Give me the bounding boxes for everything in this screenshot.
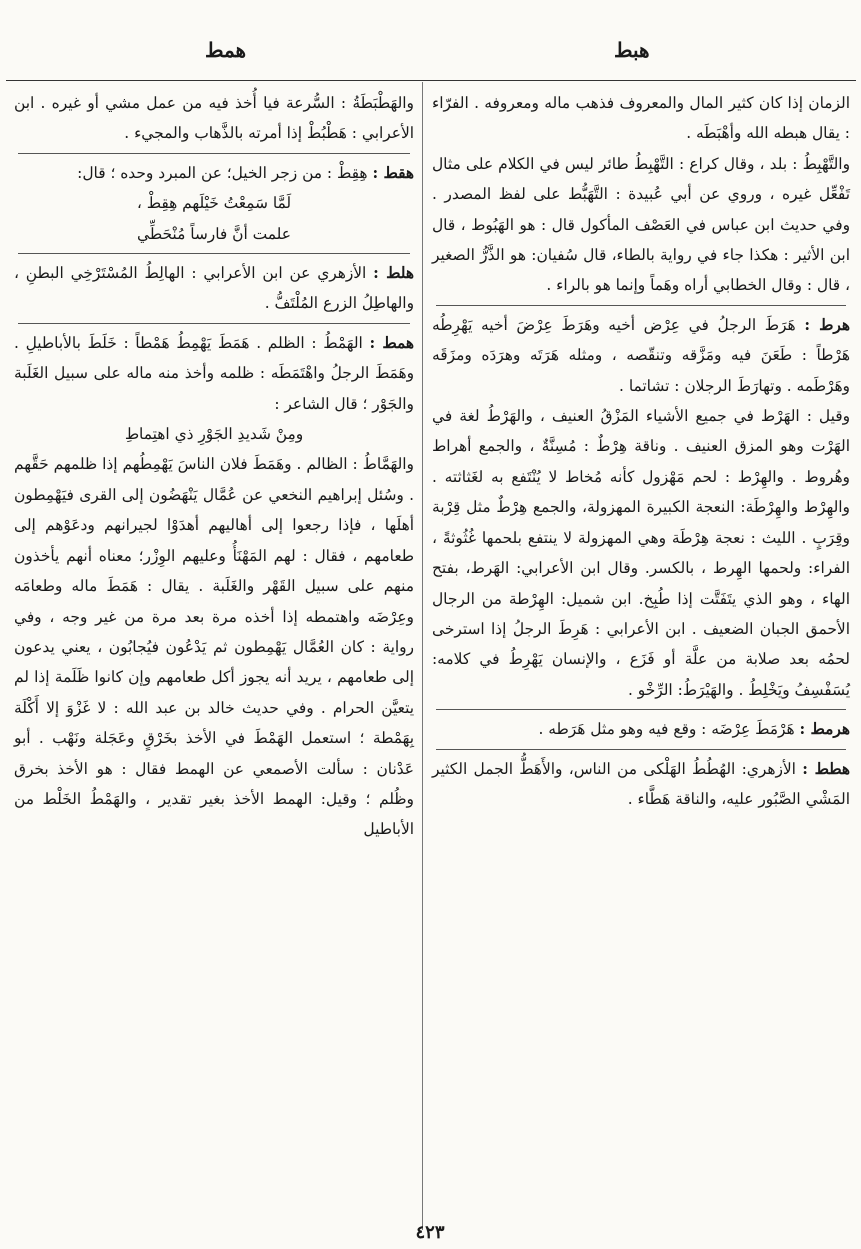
- entry-text: الهَمْطُ : الظلم . هَمَطَ يَهْمِطُ هَمْطاً : خَلَطَ بالأباطيلِ . وهَمَطَ الرجلُ واهْتَمَطَه : ظلمه وأخذ منه ماله على سبيل الغَلَبة والجَوْر ؛ قال الشاعر :: [14, 333, 414, 413]
- entry-hrt-cont: [432, 401, 850, 705]
- column-divider: [422, 82, 423, 1230]
- entry-text: الزمان إذا كان كثير المال والمعروف فذهب ماله ومعروفه . الفرّاء : يقال هبطه الله وأهْبَطَه .: [432, 94, 850, 143]
- entry-hrt: [432, 310, 850, 401]
- headword: همط :: [369, 333, 414, 352]
- entry-text: الأزهري عن ابن الأعرابي : الهالِطُ المُسْتَرْخِي البطنِ ، والهاطِلُ الزرع المُلْتَفُّ .: [14, 264, 414, 313]
- entry-text: والهَمَّاطُ : الظالم . وهَمَطَ فلان الناسَ يَهْمِطُهم إذا ظلمهم حَقَّهم . وسُئل إبراهيم النخعي عن عُمَّال يَنْهَضُون إلى القرى فيَهْمِطون أهلَها ، فإذا رجعوا إلى أهاليهم أهدَوْا لجيرانهم ودعَوْهم إلى طعامهم ، فقال : لهم المَهْنَأُ وعليهم الوِزْر؛ معناه أنهم يأخذون منهم على سبيل القَهْر والغَلَبة . يقال : هَمَطَ ماله وطعامَه وعِرْضَه واهتمطه إذا أخذه مرة بعد مرة من غير وجه ، وفي رواية : كان العُمَّال يَهْمِطون ثم يَدْعُون فيُجابُون ، يعني يدعون إلى طعامهم ، يريد أنه يجوز أكل طعامهم وإن كانوا ظَلَمة إذا لم يتعيَّن الحرام . وفي حديث خالد بن عبد الله : لا غَزْوَ إلا أَكْلَة بِهَمْطة ؛ استعمل الهَمْطَ في الأخذ بخَرْقٍ وعَجَلة ونَهْب . أبو عَدْنان : سألت الأصمعي عن الهمط فقال : هو الأخذ بخرق وظُلم ؛ وقيل: الهمط الأخذ بغير تقدير ، والهَمْطُ الخَلْط من الأباطيل: [14, 455, 414, 839]
- entry-hmt: [14, 328, 414, 419]
- entry-text: هِقِطْ : من زجر الخيل؛ عن المبرد وحده ؛ قال:: [77, 163, 368, 182]
- headword: هلط :: [373, 264, 414, 283]
- entry-hbt-cont: [432, 88, 850, 149]
- entry-separator: [18, 253, 410, 254]
- entry-text: هَرْمَطَ عِرْضَه : وقع فيه وهو مثل هَرَطه .: [538, 720, 795, 739]
- header-left-title: همط: [205, 38, 247, 62]
- verse-line-1: لَمَّا سَمِعْتُ خَيْلَهم هِقِطْ ،: [136, 194, 292, 213]
- entry-text: والتَّهْبِطُ : بلد ، وقال كراع : التَّهْبِطُ طائر ليس في الكلام على مثال تَفْعِّل غيره ، وروي عن أبي عُبيدة : التَّهَبُّط على لفظ المصدر . وفي حديث ابن عباس في العَصْف المأكول قال : هو الهَبُوط ، قال ابن الأثير : هكذا جاء في رواية بالطاء، قال سُفيان: هو الذَّرُّ الصغير ، قال : وقال الخطابي أراه وهَماً وإنما هو بالراء .: [432, 154, 850, 295]
- page-number: ٤٢٣: [415, 1222, 445, 1243]
- right-column: [432, 88, 850, 814]
- headword: هرمط :: [799, 720, 850, 739]
- verse-line-3: ومِنْ شَديدِ الجَوْرِ ذي اهتِماطِ: [124, 425, 304, 444]
- page-header: [0, 0, 861, 82]
- entry-hmt-cont: [14, 449, 414, 844]
- entry-text: الأزهري: الهُطُطُ الهَلْكى من الناس، والأَهَطُّ الجمل الكثير المَشْي الصَّبُور عليه، والناقة هَطَّاء .: [432, 759, 850, 808]
- entry-text: هَرَطَ الرجلُ في عِرْض أخيه وهَرَطَ عِرْضَ أخيه يَهْرِطُه هَرْطاً : طَعَنَ فيه ومَزَّقه وتنقّصه ، ومثله هَرَتَه وهرَدَه ومزَقَه وهَرْطَمه . وتهارَطَ الرجلان : تشاتما .: [432, 315, 850, 395]
- entry-hlt: [14, 258, 414, 319]
- entry-text: وقيل : الهَرْط في جميع الأشياء المَزْقُ العنيف ، والهَرْطُ لغة في الهَرْت وهو المزق العنيف . وناقة هِرْطٌ : مُسِنَّةٌ ، والجمع أهراط وهُروط . والهِرْط : لحم مَهْزول كأنه مُخاط لا يُنْتَفع به لغَثاثته . والهِرْط والهِرْطَة: النعجة الكبيرة المهزولة، والجمع هِرْطٌ مثل قِرْبة وقِرَبٍ . الليث : نعجة هِرْطَة وهي المهزولة لا ينتفع بلحمها غُثُوثةً ، الفراء: ولحمها الهِرط ، بالكسر. وقال ابن الأعرابي: الهَرط، بفتح الهاء ، وهو الذي يتَفَتَّت إذا طُبِخ. ابن شميل: الهِرْطة من الرجال الأحمق الجبان الضعيف . ابن الأعرابي : هَرِطَ الرجلُ إذا استرخى لحمُه بعد صلابة من علَّة أو فَزَع ، والإنسان يَهْرِطُ في كلامه: يُسَفْسِفُ ويَخْلِطُ . والهَيْرَطُ: الرِّخْو .: [432, 407, 850, 699]
- header-rule: [6, 80, 856, 81]
- entry-hbt-tahbit: [432, 149, 850, 301]
- entry-hqt: [14, 158, 414, 188]
- entry-separator: [18, 323, 410, 324]
- entry-hrmt: [432, 714, 850, 744]
- entry-hatbata-cont: [14, 88, 414, 149]
- verse-line-2: علمت أنَّ فارساً مُنْحَطِّي: [137, 224, 291, 243]
- entry-separator: [18, 153, 410, 154]
- entry-separator: [436, 305, 846, 306]
- left-column: [14, 88, 414, 845]
- entry-htt: [432, 754, 850, 815]
- headword: هرط :: [804, 315, 850, 334]
- entry-separator: [436, 749, 846, 750]
- headword: هقط :: [372, 163, 414, 182]
- entry-separator: [436, 709, 846, 710]
- entry-text: والهَطْبَطَةُ : السُّرعة فيا أُخذ فيه من عمل مشي أو غيره . ابن الأعرابي : هَطْبُطْ إذا أمرته بالذَّهاب والمجيء .: [14, 94, 414, 143]
- header-right-title: هبط: [614, 38, 650, 62]
- headword: هطط :: [802, 759, 850, 778]
